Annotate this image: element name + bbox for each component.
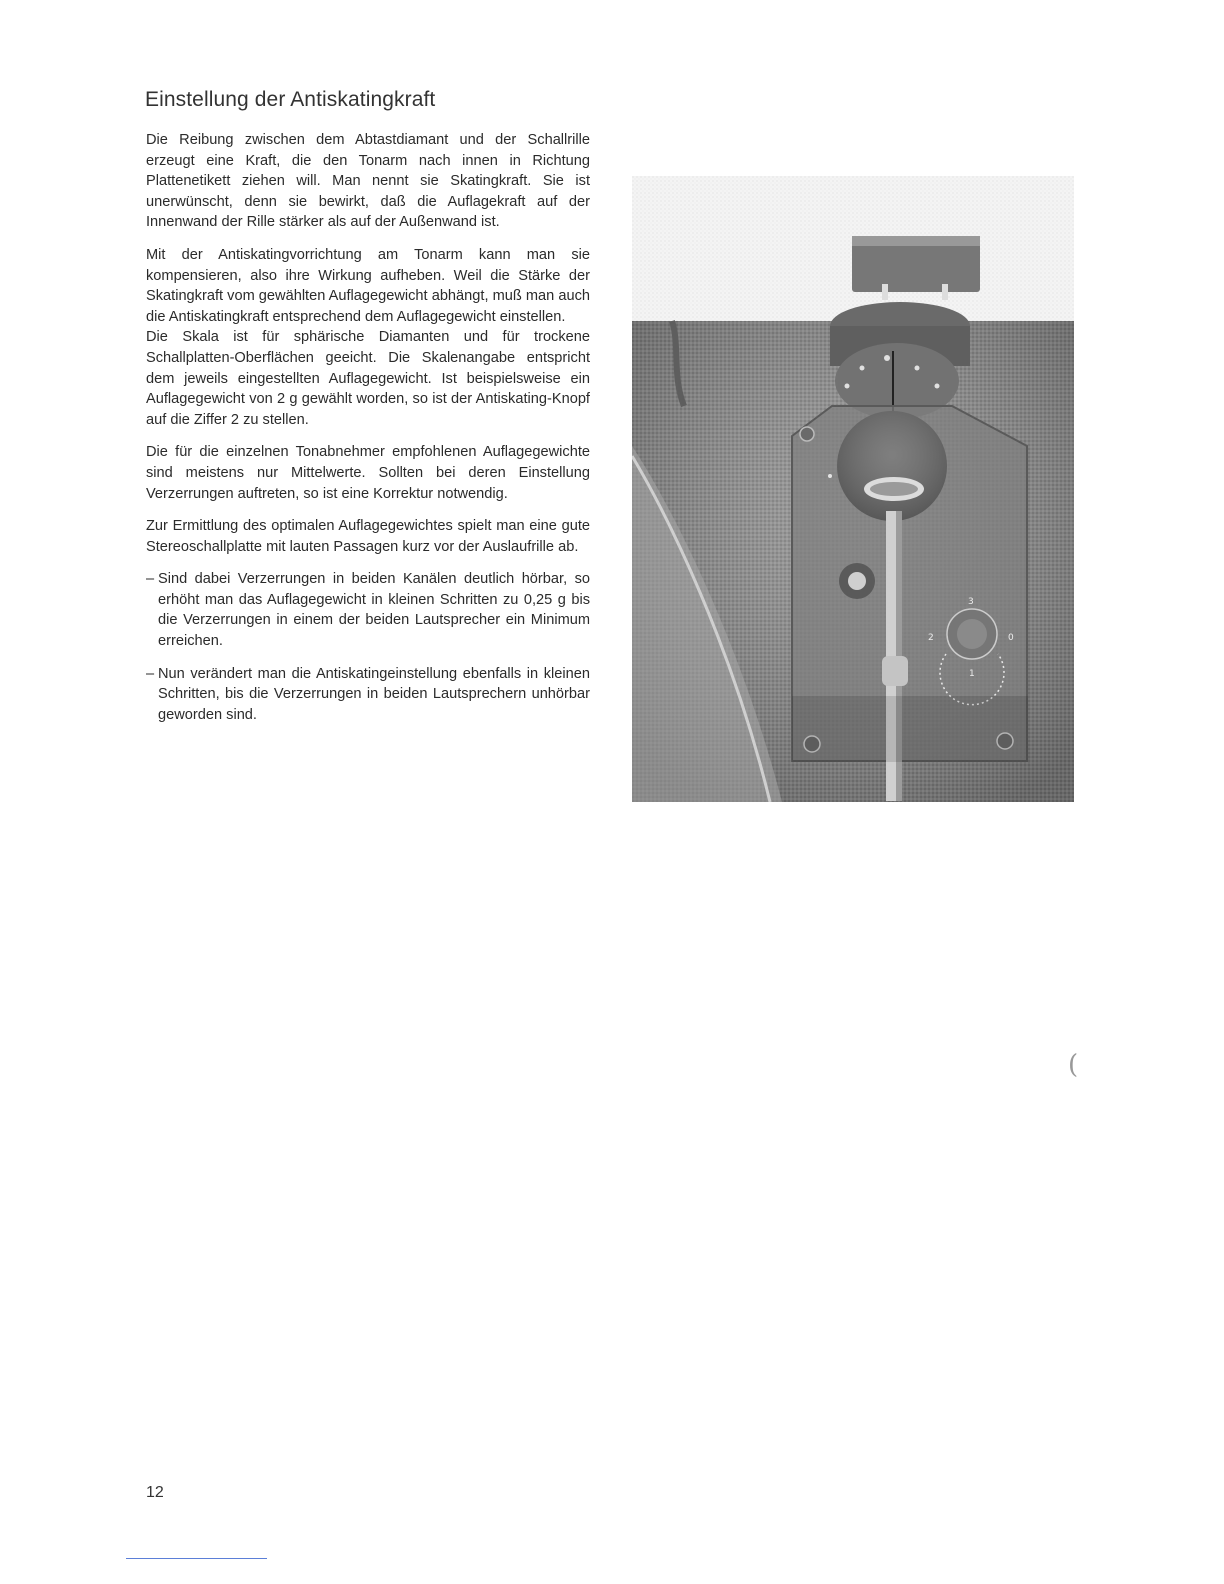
dial-number: 1 [969, 669, 975, 679]
page-title: Einstellung der Antiskatingkraft [145, 88, 436, 111]
paragraph: Die Reibung zwischen dem Abtastdiamant und der Schallrille erzeugt eine Kraft, die den Tonarm nach innen in Richtung Plattenetikett ziehen will. Man nennt sie Skatingkraft. Sie ist unerwünscht, denn sie bewirkt, daß die Auflagekraft auf der Innenwand der Rille stärker als auf der Außenwand ist. [146, 132, 590, 231]
list-item [146, 569, 590, 651]
margin-mark: ( [1068, 1050, 1079, 1080]
paragraph: Zur Ermittlung des optimalen Auflagegewichtes spielt man eine gute Stereoschallplatte mit lauten Passagen kurz vor der Auslaufrille ab. [146, 518, 590, 555]
paragraph: Die Skala ist für sphärische Diamanten und für trockene Schallplatten-Oberflächen geeicht. Die Skalenangabe entspricht dem jeweils eingestellten Auflagegewicht. Ist beispielsweise ein Auflagegewicht von 2 g gewählt worden, so ist der Antiskating-Knopf auf die Ziffer 2 zu stellen. [146, 329, 590, 428]
list-item-text: Sind dabei Verzerrungen in beiden Kanälen deutlich hörbar, so erhöht man das Auflagegewicht in kleinen Schritten zu 0,25 g bis die Verzerrungen in einem der beiden Lautsprecher ein Minimum erreichen. [158, 571, 590, 650]
dial-number: 0 [1008, 633, 1014, 643]
tonearm-photo [632, 176, 1074, 802]
dial-number: 2 [928, 633, 934, 643]
bullet-dash: – [146, 665, 155, 682]
page-number: 12 [146, 1484, 164, 1501]
dial-number: 3 [968, 597, 974, 607]
paragraph: Mit der Antiskatingvorrichtung am Tonarm kann man sie kompensieren, also ihre Wirkung aufheben. Weil die Stärke der Skatingkraft vom gewählten Auflagegewicht abhängt, muß man auch die Antiskatingkraft entsprechend dem Auflagegewicht einstellen. [146, 246, 590, 325]
body-text [146, 130, 590, 725]
list-item [146, 664, 590, 726]
bullet-dash: – [146, 571, 155, 588]
paragraph: Die für die einzelnen Tonabnehmer empfohlenen Auflagegewichte sind meistens nur Mittelwerte. Sollten bei deren Einstellung Verzerrungen auftreten, so ist eine Korrektur notwendig. [146, 444, 590, 502]
list-item-text: Nun verändert man die Antiskatingeinstellung ebenfalls in kleinen Schritten, bis die Verzerrungen in beiden Lautsprechern unhörbar geworden sind. [158, 665, 590, 723]
footer-line [126, 1558, 267, 1559]
